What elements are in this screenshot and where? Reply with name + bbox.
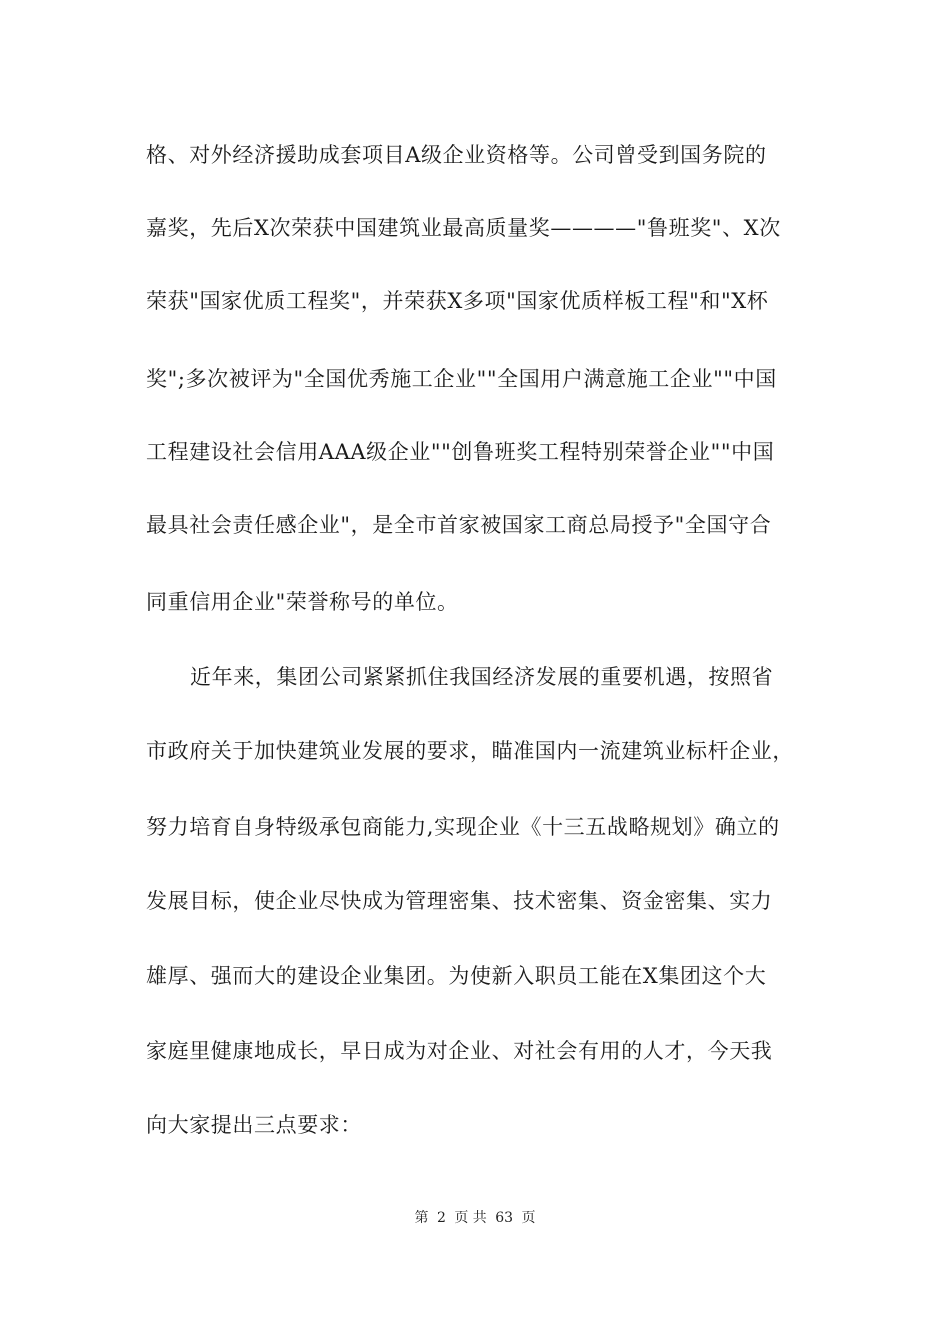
- footer-suffix: 页: [521, 1210, 536, 1226]
- footer-total-pages: 63: [495, 1210, 514, 1226]
- paragraph-1-line-7: 同重信用企业"荣誉称号的单位。: [146, 590, 459, 614]
- paragraph-2-line-7: 向大家提出三点要求：: [146, 1113, 362, 1137]
- footer-mid: 页 共: [454, 1210, 487, 1226]
- paragraph-2-line-5: 雄厚、强而大的建设企业集团。为使新入职员工能在X集团这个大: [146, 964, 767, 988]
- paragraph-2-line-4: 发展目标，使企业尽快成为管理密集、技术密集、资金密集、实力: [146, 889, 773, 913]
- paragraph-1-line-3: 荣获"国家优质工程奖"，并荣获X多项"国家优质样板工程"和"X杯: [146, 289, 769, 313]
- paragraph-2-line-2: 市政府关于加快建筑业发展的要求，瞄准国内一流建筑业标杆企业，: [146, 739, 794, 763]
- paragraph-1-line-1: 格、对外经济援助成套项目A级企业资格等。公司曾受到国务院的: [146, 143, 767, 167]
- paragraph-2-line-6: 家庭里健康地成长，早日成为对企业、对社会有用的人才，今天我: [146, 1039, 773, 1063]
- page-footer: [0, 1208, 950, 1228]
- paragraph-2-line-1: 近年来，集团公司紧紧抓住我国经济发展的重要机遇，按照省: [190, 665, 774, 689]
- footer-prefix: 第: [414, 1210, 429, 1226]
- paragraph-1-line-5: 工程建设社会信用AAA级企业""创鲁班奖工程特别荣誉企业""中国: [146, 440, 775, 464]
- paragraph-2-line-3: 努力培育自身特级承包商能力,实现企业《十三五战略规划》确立的: [146, 815, 780, 839]
- paragraph-1-line-6: 最具社会责任感企业"，是全市首家被国家工商总局授予"全国守合: [146, 513, 772, 537]
- paragraph-1-line-4: 奖";多次被评为"全国优秀施工企业""全国用户满意施工企业""中国: [146, 367, 777, 391]
- paragraph-1-line-2: 嘉奖，先后X次荣获中国建筑业最高质量奖————"鲁班奖"、X次: [146, 216, 781, 240]
- footer-current-page: 2: [436, 1210, 446, 1226]
